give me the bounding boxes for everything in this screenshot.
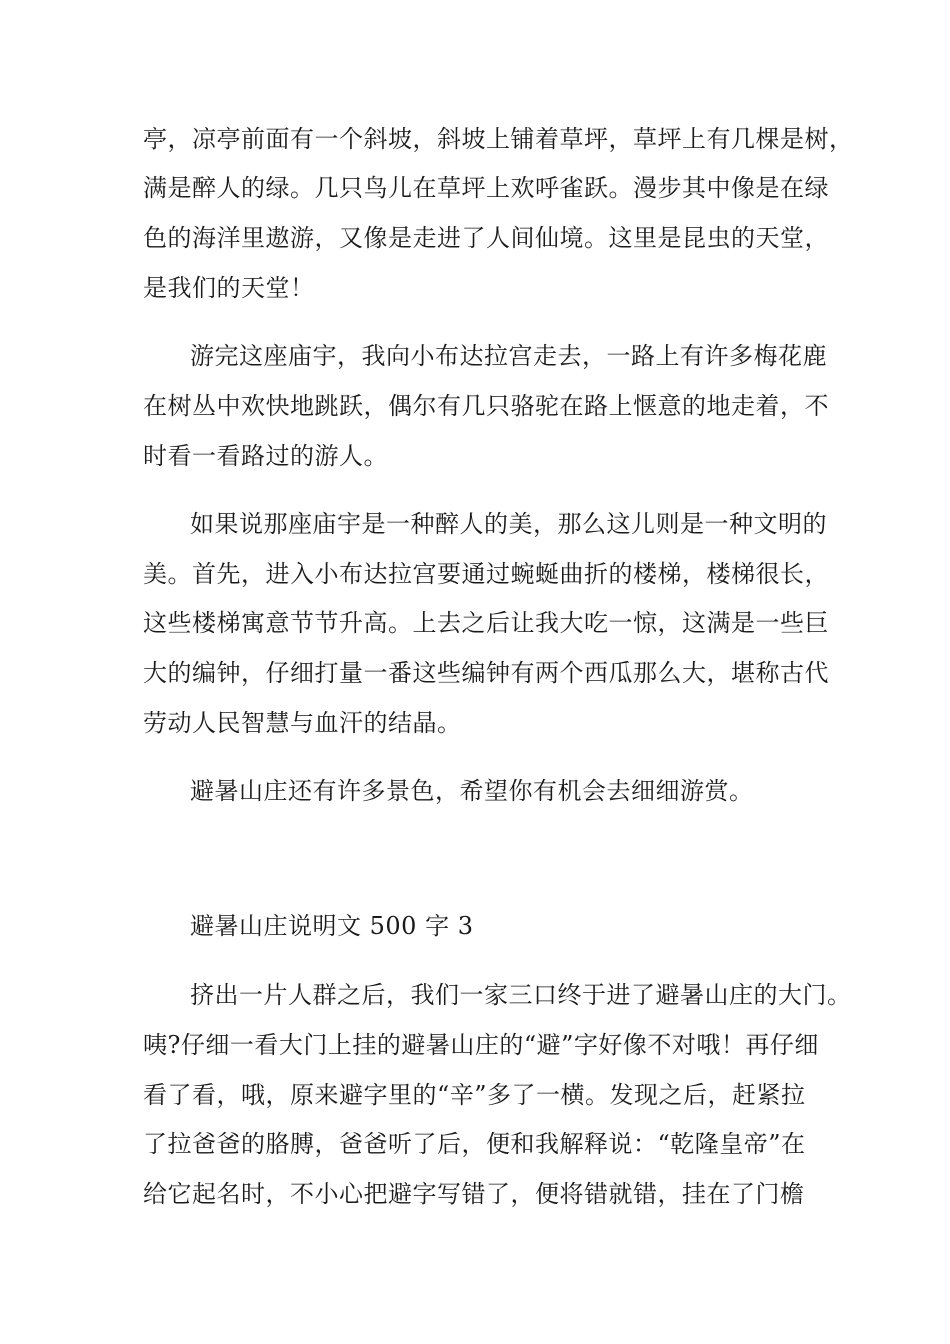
section-title: 避暑山庄说明文 500 字 3 (190, 912, 474, 940)
text-line: 挤出一片人群之后，我们一家三口终于进了避暑山庄的大门。 (190, 981, 852, 1009)
text-line: 给它起名时，不小心把避字写错了，便将错就错，挂在了门檐 (143, 1180, 805, 1208)
text-line: 美。首先，进入小布达拉宫要通过蜿蜒曲折的楼梯，楼梯很长， (143, 560, 829, 588)
text-line: 劳动人民智慧与血汗的结晶。 (143, 709, 462, 737)
text-line: 是我们的天堂！ (143, 274, 315, 302)
text-line: 这些楼梯寓意节节升高。上去之后让我大吃一惊，这满是一些巨 (143, 609, 829, 637)
text-line: 避暑山庄还有许多景色，希望你有机会去细细游赏。 (190, 777, 754, 805)
text-line: 看了看，哦，原来避字里的“辛”多了一横。发现之后，赶紧拉 (143, 1081, 806, 1109)
text-line: 咦?仔细一看大门上挂的避暑山庄的“避”字好像不对哦！再仔细 (143, 1031, 819, 1059)
text-line: 色的海洋里遨游，又像是走进了人间仙境。这里是昆虫的天堂， (143, 224, 829, 252)
text-line: 如果说那座庙宇是一种醉人的美，那么这儿则是一种文明的 (190, 510, 827, 538)
text-line: 亭，凉亭前面有一个斜坡，斜坡上铺着草坪，草坪上有几棵是树， (143, 125, 854, 153)
text-line: 时看一看路过的游人。 (143, 442, 388, 470)
text-line: 游完这座庙宇，我向小布达拉宫走去，一路上有许多梅花鹿 (190, 342, 827, 370)
text-line: 在树丛中欢快地跳跃，偶尔有几只骆驼在路上惬意的地走着，不 (143, 392, 829, 420)
text-line: 大的编钟，仔细打量一番这些编钟有两个西瓜那么大，堪称古代 (143, 659, 829, 687)
text-line: 了拉爸爸的胳膊，爸爸听了后，便和我解释说：“乾隆皇帝”在 (143, 1130, 806, 1158)
text-line: 满是醉人的绿。几只鸟儿在草坪上欢呼雀跃。漫步其中像是在绿 (143, 174, 829, 202)
